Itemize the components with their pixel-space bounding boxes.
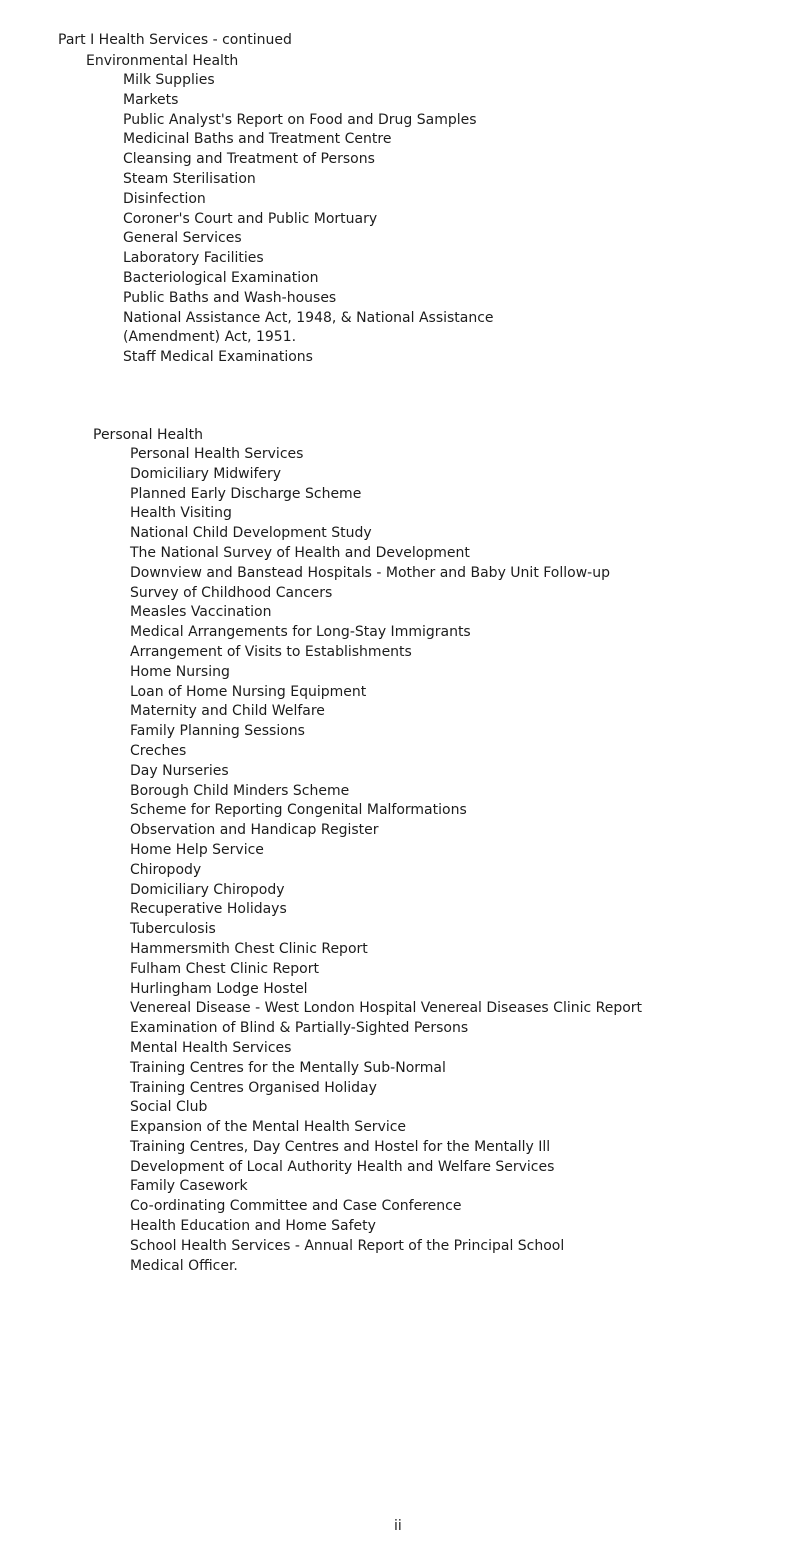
list-item: Maternity and Child Welfare xyxy=(130,703,325,720)
list-item: Milk Supplies xyxy=(123,72,215,88)
list-item: Family Casework xyxy=(130,1178,248,1195)
list-item: Domiciliary Midwifery xyxy=(130,465,282,482)
list-item: Scheme for Reporting Congenital Malformations xyxy=(130,802,467,819)
list-item: Mental Health Services xyxy=(130,1039,292,1056)
list-item: Planned Early Discharge Scheme xyxy=(130,485,362,502)
list-item: Home Help Service xyxy=(130,841,264,858)
list-item: Borough Child Minders Scheme xyxy=(130,782,350,799)
list-item: Home Nursing xyxy=(130,663,230,680)
list-item: Tuberculosis xyxy=(130,921,216,938)
list-item: Steam Sterilisation xyxy=(123,170,256,187)
list-item: Hammersmith Chest Clinic Report xyxy=(130,940,368,957)
list-item: Training Centres for the Mentally Sub-Normal xyxy=(130,1059,446,1076)
list-item: Downview and Banstead Hospitals - Mother and Baby Unit Follow-up xyxy=(130,564,610,581)
list-item: Creches xyxy=(130,742,187,759)
list-item: Day Nurseries xyxy=(130,762,229,779)
list-item: General Services xyxy=(123,230,242,247)
list-item: National Assistance Act, 1948, & National Assistance xyxy=(123,309,494,326)
list-item: School Health Services - Annual Report of the Principal School xyxy=(130,1237,565,1254)
list-item: Training Centres, Day Centres and Hostel for the Mentally Ill xyxy=(130,1138,551,1155)
page-number: ii xyxy=(394,1518,402,1534)
list-item: Development of Local Authority Health and Welfare Services xyxy=(130,1158,555,1175)
list-item: Public Analyst's Report on Food and Drug Samples xyxy=(123,111,477,128)
list-item: Staff Medical Examinations xyxy=(123,349,313,366)
list-item: Medical Arrangements for Long-Stay Immigrants xyxy=(130,624,471,641)
list-item: Observation and Handicap Register xyxy=(130,822,379,839)
list-item: Co-ordinating Committee and Case Conference xyxy=(130,1198,462,1215)
list-item: National Child Development Study xyxy=(130,525,372,542)
list-item: Examination of Blind & Partially-Sighted Persons xyxy=(130,1020,469,1037)
part-heading: Part I Health Services - continued xyxy=(58,32,292,48)
personal-health-list xyxy=(93,445,793,1276)
list-item: Laboratory Facilities xyxy=(123,250,264,267)
list-item: Recuperative Holidays xyxy=(130,901,287,918)
list-item: Personal Health Services xyxy=(130,446,304,462)
list-item: Loan of Home Nursing Equipment xyxy=(130,683,367,700)
section-title: Environmental Health xyxy=(86,53,239,69)
list-item: The National Survey of Health and Development xyxy=(130,544,470,561)
list-item: Hurlingham Lodge Hostel xyxy=(130,980,308,997)
list-item: Markets xyxy=(123,91,179,108)
list-item: Venereal Disease - West London Hospital Venereal Diseases Clinic Report xyxy=(130,1000,643,1017)
list-item-continuation: (Amendment) Act, 1951. xyxy=(123,329,297,346)
list-item: Fulham Chest Clinic Report xyxy=(130,960,319,977)
list-item: Cleansing and Treatment of Persons xyxy=(123,151,375,168)
list-item: Survey of Childhood Cancers xyxy=(130,584,333,601)
list-item: Training Centres Organised Holiday xyxy=(130,1079,377,1096)
list-item: Measles Vaccination xyxy=(130,604,272,621)
list-item: Health Visiting xyxy=(130,505,232,522)
list-item: Medicinal Baths and Treatment Centre xyxy=(123,131,392,148)
section-title: Personal Health xyxy=(93,427,203,443)
personal-health-section xyxy=(93,425,793,1276)
list-item: Expansion of the Mental Health Service xyxy=(130,1119,407,1136)
list-item: Domiciliary Chiropody xyxy=(130,881,285,898)
environmental-health-section xyxy=(86,51,786,368)
list-item-continuation: Medical Officer. xyxy=(130,1257,238,1274)
list-item: Public Baths and Wash-houses xyxy=(123,289,337,306)
list-item: Chiropody xyxy=(130,861,202,878)
list-item: Family Planning Sessions xyxy=(130,723,305,740)
list-item: Health Education and Home Safety xyxy=(130,1218,376,1235)
list-item: Arrangement of Visits to Establishments xyxy=(130,643,412,660)
list-item: Disinfection xyxy=(123,190,206,207)
list-item: Social Club xyxy=(130,1099,208,1116)
list-item: Bacteriological Examination xyxy=(123,269,319,286)
list-item: Coroner's Court and Public Mortuary xyxy=(123,210,378,227)
environmental-health-list xyxy=(86,71,786,368)
